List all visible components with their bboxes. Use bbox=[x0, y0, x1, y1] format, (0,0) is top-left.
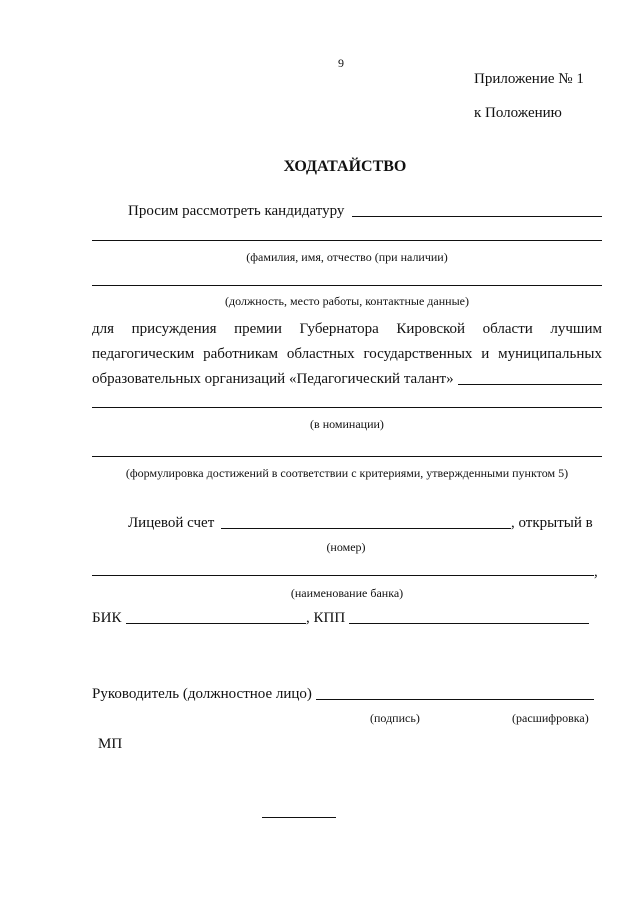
kpp-blank-line[interactable] bbox=[349, 623, 589, 624]
signature-blank-line[interactable] bbox=[316, 699, 594, 700]
bank-blank-line[interactable] bbox=[92, 575, 594, 576]
award-text-line-1: для присуждения премии Губернатора Кировской области лучшим bbox=[92, 321, 602, 337]
head-label: Руководитель (должностное лицо) bbox=[92, 686, 312, 702]
position-blank-line[interactable] bbox=[92, 285, 602, 286]
closing-separator bbox=[262, 817, 336, 818]
achievements-caption: (формулировка достижений в соответствии с критериями, утвержденными пунктом 5) bbox=[125, 466, 569, 480]
position-caption: (должность, место работы, контактные данные) bbox=[225, 294, 469, 308]
fio-caption: (фамилия, имя, отчество (при наличии) bbox=[246, 250, 448, 264]
bank-line-comma: , bbox=[594, 564, 598, 580]
document-title: ХОДАТАЙСТВО bbox=[283, 158, 407, 175]
appendix-reference: к Положению bbox=[474, 105, 562, 121]
account-opened-label: , открытый в bbox=[511, 515, 593, 531]
account-blank-line[interactable] bbox=[221, 528, 511, 529]
request-label: Просим рассмотреть кандидатуру bbox=[128, 203, 345, 219]
award-text-line-3: образовательных организаций «Педагогический талант» bbox=[92, 371, 454, 387]
stamp-place-label: МП bbox=[98, 736, 123, 752]
achievements-blank-line[interactable] bbox=[92, 456, 602, 457]
kpp-label: , КПП bbox=[306, 610, 346, 626]
decoding-caption: (расшифровка) bbox=[512, 711, 589, 725]
page-number: 9 bbox=[338, 56, 344, 70]
nomination-blank-line[interactable] bbox=[92, 407, 602, 408]
signature-caption: (подпись) bbox=[370, 711, 420, 725]
fio-blank-line[interactable] bbox=[92, 240, 602, 241]
account-label: Лицевой счет bbox=[128, 515, 215, 531]
award-blank-line[interactable] bbox=[458, 384, 602, 385]
nomination-caption: (в номинации) bbox=[310, 417, 384, 431]
award-text-line-2: педагогическим работникам областных государственных и муниципальных bbox=[92, 346, 602, 362]
appendix-number: Приложение № 1 bbox=[474, 71, 584, 87]
candidate-blank-line[interactable] bbox=[352, 216, 602, 217]
bik-blank-line[interactable] bbox=[126, 623, 306, 624]
number-caption: (номер) bbox=[326, 540, 366, 554]
bik-label: БИК bbox=[92, 610, 122, 626]
bank-caption: (наименование банка) bbox=[290, 586, 404, 600]
